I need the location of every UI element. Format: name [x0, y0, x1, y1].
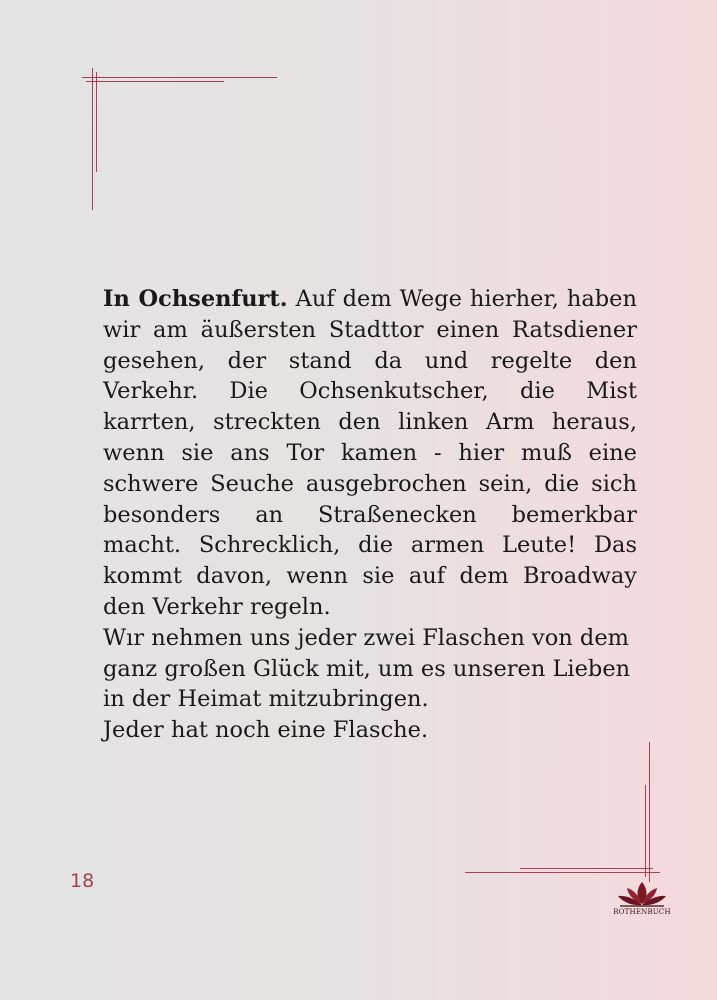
- corner-top-left-vertical-short: [96, 72, 97, 172]
- section-title: In Ochsenfurt.: [103, 286, 288, 312]
- page-text: [103, 284, 637, 746]
- paragraph: Jeder hat noch eine Flasche.: [103, 717, 429, 744]
- corner-top-left-vertical-long: [92, 68, 93, 210]
- corner-top-left-horizontal-long: [82, 77, 277, 78]
- paragraph-text: Auf dem Wege hierher, haben wir am äußersten Stadttor einen Ratsdiener gesehen, der stand da und regelte den Verkehr. Die Ochsenkutscher, die Mist karrten, streckten den linken Arm heraus, wenn sie ans Tor kamen - hier muß eine schwere Seuche ausgebrochen sein, die sich besonders an Straßenecken bemerkbar macht. Schrecklich, die armen Leute! Das kommt davon, wenn sie auf dem Broadway den Verkehr regeln.: [103, 286, 637, 620]
- paragraph: [103, 284, 637, 623]
- corner-bottom-right-vertical-short: [645, 785, 646, 877]
- paragraph: Wır nehmen uns jeder zwei Flaschen von dem ganz großen Glück mit, um es unseren Lieben in der Heimat mitzubringen.: [103, 624, 631, 713]
- corner-top-left-horizontal-short: [86, 81, 224, 82]
- lotus-icon: [606, 880, 678, 908]
- corner-bottom-right-horizontal-short: [520, 868, 653, 869]
- logo-text: ROTHENBUCH: [613, 908, 671, 916]
- corner-bottom-right-horizontal-long: [465, 872, 660, 873]
- page-number: 18: [70, 870, 95, 892]
- publisher-logo: [606, 880, 678, 922]
- corner-bottom-right-vertical-long: [649, 742, 650, 882]
